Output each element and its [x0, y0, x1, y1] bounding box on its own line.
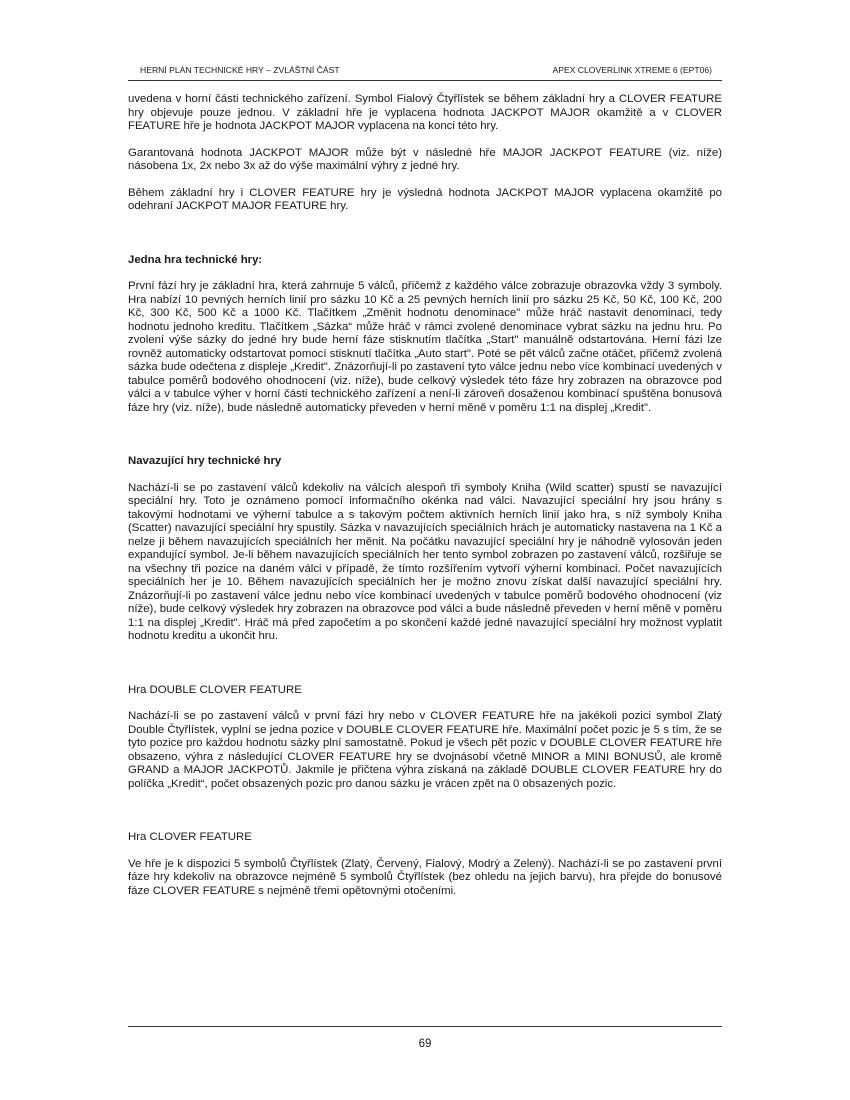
intro-paragraph-3: Během základní hry i CLOVER FEATURE hry je výsledná hodnota JACKPOT MAJOR vyplacena okamžitě po odehraní JACKPOT MAJOR FEATURE hry.	[128, 186, 722, 212]
intro-paragraph-1: uvedena v horní části technického zařízení. Symbol Fialový Čtyřlístek se během základní hry a CLOVER FEATURE hry objevuje pouze jednou. V základní hře je vyplacena hodnota JACKPOT MAJOR okamžitě a v CLOVER FEATURE hře je hodnota JACKPOT MAJOR vyplacena na konci této hry.	[128, 93, 722, 132]
page-content	[128, 93, 722, 898]
section-body-jedna-hra: První fází hry je základní hra, která zahrnuje 5 válců, přičemž z každého válce zobrazuje obrazovka vždy 3 symboly. Hra nabízí 10 pevných herních linií pro sázku 10 Kč a 25 pevných herních linií pro sázku 25 Kč, 50 Kč, 100 Kč, 200 Kč, 300 Kč, 500 Kč a 1000 Kč. Tlačítkem „Změnit hodnotu denominace" může hráč nastavit denominaci, tedy hodnotu jednoho kreditu. Tlačítkem „Sázka“ může hráč v rámci zvolené denominace vybrat sázku na jednu hru. Po zvolení výše sázky do jedné hry bude herní fáze stisknutím tlačítka „Start" manuálně odstartována. Herní fázi lze rovněž automaticky odstartovat pomocí stisknutí tlačítka „Auto start". Poté se pět válců začne otáčet, přičemž zvolená sázka bude odečtena z displeje „Kredit". Znázorňují-li po zastavení tyto válce jednu nebo více kombinací uvedených v tabulce poměrů bodového ohodnocení (viz. níže), bude celkový výsledek této fáze hry zobrazen na obrazovce pod válci a v tabulce výher v horní části technického zařízení a není-li zároveň dosaženou kombinací spuštěna bonusová fáze hry (viz. níže), bude následně automaticky převeden v herní měně v poměru 1:1 na displej „Kredit".	[128, 280, 722, 414]
header-right-title: APEX CLOVERLINK XTREME 6 (EPT06)	[552, 65, 712, 75]
section-heading-double-clover: Hra DOUBLE CLOVER FEATURE	[128, 683, 302, 696]
header-left-title: HERNÍ PLÁN TECHNICKÉ HRY – ZVLÁŠTNÍ ČÁST	[140, 65, 340, 75]
section-body-navazujici-hry: Nachází-li se po zastavení válců kdekoliv na válcích alespoň tři symboly Kniha (Wild scatter) spustí se navazující speciální hry. Toto je oznámeno pomocí informačního okénka nad válci. Navazující speciální hry jsou hrány s takovými hodnotami ve výherní tabulce a s takovým počtem aktivních herních linií jako hra, s níž symboly Kniha (Scatter) navazující speciální hry spustily. Sázka v navazujících speciálních hrách je automaticky nastavena na 1 Kč a nelze ji během navazujících speciálních her měnit. Na počátku navazující speciální hry je náhodně vylosován jeden expandující symbol. Je-li během navazujících speciálních her tento symbol zobrazen po zastavení válců, rozšiřuje se na všechny tři pozice na daném válci v případě, že tímto rozšířením vytvoří výherní kombinaci. Počet navazujících speciálních her je 10. Během navazujících speciálních her je možno znovu získat další navazující speciální hry. Znázorňují-li po zastavení válce jednu nebo více kombinací uvedených v tabulce poměrů bodového ohodnocení (viz níže), bude celkový výsledek hry zobrazen na obrazovce pod válci a bude následně převeden v herní měně v poměru 1:1 na displej „Kredit". Hráč má před započetím a po skončení každé jedné navazující speciální hry možnost vyplatit hodnotu kreditu a ukončit hru.	[128, 481, 722, 642]
intro-paragraph-2: Garantovaná hodnota JACKPOT MAJOR může být v následné hře MAJOR JACKPOT FEATURE (viz. níže) násobena 1x, 2x nebo 3x až do výše maximální výhry z jedné hry.	[128, 146, 722, 172]
page-header	[128, 60, 722, 81]
section-heading-clover-feature: Hra CLOVER FEATURE	[128, 831, 252, 843]
section-heading-jedna-hra: Jedna hra technické hry:	[128, 253, 263, 266]
section-heading-navazujici-hry: Navazující hry technické hry	[128, 455, 282, 467]
footer-divider	[128, 1026, 722, 1027]
page-number: 69	[418, 1038, 432, 1050]
section-body-clover-feature: Ve hře je k dispozici 5 symbolů Čtyřlístek (Zlatý, Červený, Fialový, Modrý a Zelený). Nachází-li se po zastavení první fáze hry kdekoliv na obrazovce nejméně 5 symbolů Čtyřlístek (bez ohledu na jejich barvu), hra přejde do bonusové fáze CLOVER FEATURE s nejméně třemi opětovnými otočeními.	[128, 857, 722, 897]
section-body-double-clover: Nachází-li se po zastavení válců v první fázi hry nebo v CLOVER FEATURE hře na jakékoli pozici symbol Zlatý Double Čtyřlístek, vyplní se jedna pozice v DOUBLE CLOVER FEATURE hře. Maximální počet pozic je 5 s tím, že se tyto pozice pro každou hodnotu sázky plní samostatně. Pokud je všech pět pozic v DOUBLE CLOVER FEATURE hře obsazeno, výhra z následující CLOVER FEATURE hry se dvojnásobí včetně MINOR a MINI BONUSŮ, ale kromě GRAND a MAJOR JACKPOTŮ. Jakmile je přičtena výhra získaná na základě DOUBLE CLOVER FEATURE hry do políčka „Kredit“, počet obsazených pozic pro danou sázku je vrácen zpět na 0 obsazených pozic.	[128, 710, 722, 790]
